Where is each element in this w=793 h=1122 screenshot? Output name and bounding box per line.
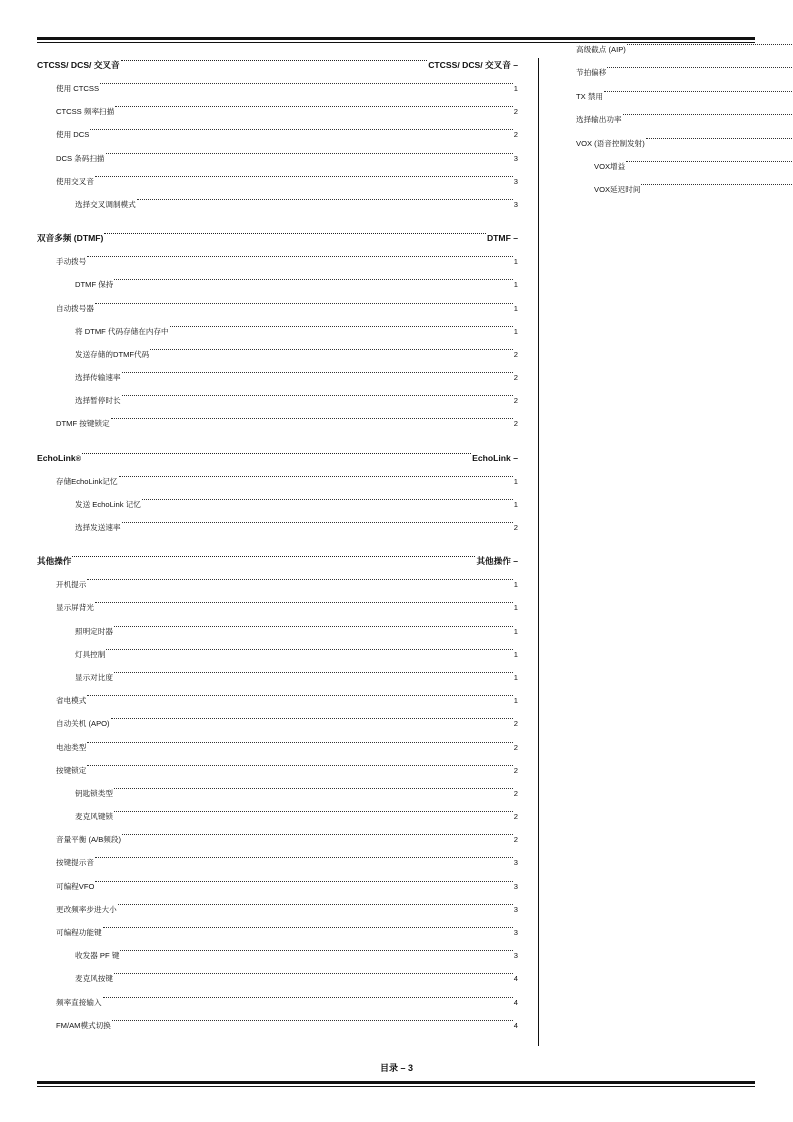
toc-entry-page: 2 [513, 107, 518, 117]
dot-leader [103, 927, 513, 928]
section-title-tail: CTCSS/ DCS/ 交叉音 – [428, 60, 518, 70]
toc-entry-label: 使用 CTCSS [56, 84, 100, 93]
page-footer: 目录 – 3 [379, 1063, 413, 1073]
dot-leader [119, 476, 513, 477]
toc-entry [37, 851, 518, 874]
bottom-rule-thin [37, 1086, 755, 1087]
toc-entry [37, 493, 518, 516]
toc-entry-label: 显示对比度 [75, 672, 113, 682]
dot-leader [103, 997, 513, 998]
dot-leader [122, 372, 513, 373]
dot-leader [114, 626, 513, 627]
dot-leader [627, 44, 792, 45]
toc-entry-label: 按键提示音 [56, 858, 94, 868]
toc-entry [37, 412, 518, 435]
toc-entry [37, 100, 518, 123]
dot-leader [95, 881, 512, 882]
dot-leader [111, 418, 513, 419]
toc-entry-page: 1 [513, 476, 518, 486]
toc-entry-label: 显示屏背光 [56, 603, 94, 613]
dot-leader [106, 649, 512, 650]
dot-leader [114, 973, 513, 974]
bottom-rule-thick [37, 1081, 755, 1084]
dot-leader [114, 811, 513, 812]
toc-entry-label: 麦克风键锁 [75, 812, 113, 822]
dot-leader [95, 303, 513, 304]
toc-entry-page: 1 [513, 672, 518, 682]
toc-entry-label: VOX延迟时间 [594, 185, 641, 195]
toc-entry-page: 3 [513, 881, 518, 891]
dot-leader [121, 60, 428, 61]
toc-entry-page: 3 [513, 199, 518, 209]
toc-entry-page: 3 [513, 928, 518, 937]
toc-entry [37, 170, 518, 193]
toc-entry [37, 297, 518, 320]
dot-leader [607, 67, 792, 68]
toc-entry-label: 选择输出功率 [576, 115, 622, 125]
toc-entry [37, 991, 518, 1014]
toc-entry-page: 2 [513, 130, 518, 140]
toc-entry-page: 4 [513, 1020, 518, 1030]
dot-leader [646, 138, 792, 139]
toc-entry [37, 712, 518, 735]
dot-leader [87, 742, 512, 743]
toc-entry-label: 钥匙锁类型 [75, 788, 113, 798]
dot-leader [170, 326, 513, 327]
toc-entry [37, 1014, 518, 1037]
toc-entry [576, 132, 793, 155]
toc-entry [37, 828, 518, 851]
dot-leader [122, 395, 513, 396]
section-title-tail: DTMF – [486, 233, 518, 244]
toc-entry [37, 898, 518, 921]
dot-leader [626, 161, 792, 162]
toc-entry-page: 4 [513, 974, 518, 984]
toc-entry-page: 1 [513, 626, 518, 636]
toc-entry-page: 1 [513, 84, 518, 93]
toc-entry-page: 1 [513, 603, 518, 613]
toc-left-column [37, 54, 518, 1037]
toc-entry-page: 2 [513, 812, 518, 822]
toc-entry [37, 596, 518, 619]
toc-entry [37, 944, 518, 967]
toc-entry-label: CTCSS 频率扫描 [56, 107, 115, 117]
dot-leader [150, 349, 513, 350]
toc-section-title [37, 227, 518, 250]
dot-leader [111, 718, 513, 719]
dot-leader [120, 950, 512, 951]
dot-leader [623, 114, 792, 115]
dot-leader [118, 904, 513, 905]
toc-entry-label: 选择暂停时长 [75, 396, 121, 406]
toc-entry [37, 147, 518, 170]
toc-entry-page: 1 [513, 303, 518, 313]
toc-entry-label: 灯具控制 [75, 649, 106, 659]
toc-entry-label: 开机提示 [56, 580, 87, 590]
dot-leader [87, 256, 512, 257]
toc-entry [37, 193, 518, 216]
dot-leader [114, 788, 513, 789]
dot-leader [95, 857, 513, 858]
toc-entry-label: 可编程功能键 [56, 928, 102, 937]
toc-entry [576, 108, 793, 131]
toc-entry-label: 收发器 PF 键 [75, 951, 120, 961]
toc-entry [37, 921, 518, 944]
dot-leader [106, 153, 513, 154]
toc-entry-page: 1 [513, 649, 518, 659]
toc-entry-page: 2 [513, 788, 518, 798]
column-divider [538, 58, 539, 1046]
toc-entry-label: 节拍偏移 [576, 68, 607, 78]
dot-leader [104, 233, 486, 234]
toc-entry [37, 366, 518, 389]
toc-entry-page: 1 [513, 257, 518, 267]
toc-entry-label: 自动关机 (APO) [56, 719, 110, 729]
toc-entry-page: 3 [513, 951, 518, 961]
dot-leader [95, 176, 513, 177]
dot-leader [87, 695, 512, 696]
toc-entry [37, 389, 518, 412]
toc-entry-label: 按键锁定 [56, 765, 87, 775]
toc-entry-page: 3 [513, 176, 518, 186]
section-title-label: EchoLink [37, 452, 76, 463]
dot-leader [122, 522, 513, 523]
toc-entry [37, 736, 518, 759]
section-gap [37, 539, 518, 550]
dot-leader [114, 279, 512, 280]
toc-entry [37, 805, 518, 828]
toc-entry-label: DTMF 按键锁定 [56, 419, 110, 429]
toc-entry-label: 选择传输速率 [75, 373, 121, 383]
section-gap [37, 216, 518, 227]
toc-entry-label: 照明定时器 [75, 626, 113, 636]
toc-section-title [37, 550, 518, 573]
toc-entry-label: 存储EchoLink记忆 [56, 476, 118, 486]
toc-entry-label: 省电模式 [56, 696, 87, 706]
toc-entry-page: 4 [513, 997, 518, 1007]
dot-leader [90, 129, 512, 130]
toc-entry [37, 967, 518, 990]
dot-leader [82, 453, 471, 454]
toc-entry [37, 343, 518, 366]
toc-entry-label: 音量平衡 (A/B频段) [56, 835, 121, 845]
dot-leader [137, 199, 513, 200]
toc-entry-page: 2 [513, 373, 518, 383]
toc-entry-page: 3 [513, 858, 518, 868]
toc-entry-label: 手动拨号 [56, 257, 87, 267]
toc-entry [37, 689, 518, 712]
dot-leader [641, 184, 792, 185]
section-title-label: 其他操作 [37, 556, 72, 567]
section-title-sup: ® [75, 454, 81, 463]
toc-entry-label: 发送存储的DTMF代码 [75, 349, 150, 359]
toc-entry-page: 1 [513, 499, 518, 509]
toc-entry-page: 2 [513, 349, 518, 359]
toc-entry-page: 1 [513, 326, 518, 336]
toc-entry-label: TX 禁用 [576, 91, 604, 101]
toc-entry-label: VOX (语音控制发射) [576, 138, 645, 148]
toc-entry [37, 123, 518, 146]
toc-entry-label: 可编程VFO [56, 881, 95, 891]
section-title-tail: 其他操作 – [476, 556, 518, 567]
toc-entry-label: FM/AM模式切换 [56, 1020, 111, 1030]
toc-entry-label: 电池类型 [56, 742, 87, 752]
toc-section-title [37, 447, 518, 470]
toc-entry-page: 1 [513, 580, 518, 590]
toc-entry [576, 61, 793, 84]
toc-entry [576, 155, 793, 178]
toc-entry [37, 516, 518, 539]
dot-leader [112, 1020, 513, 1021]
toc-entry-label: 发送 EchoLink 记忆 [75, 499, 141, 509]
toc-entry-label: 选择发送速率 [75, 523, 121, 532]
toc-entry [37, 759, 518, 782]
toc-entry [37, 470, 518, 493]
toc-entry [37, 273, 518, 296]
toc-entry [37, 77, 518, 100]
section-title-label: CTCSS/ DCS/ 交叉音 [37, 60, 120, 70]
toc-entry [576, 38, 793, 61]
toc-entry-label: 自动拨号器 [56, 303, 94, 313]
toc-entry [37, 250, 518, 273]
section-title-tail: EchoLink – [472, 452, 518, 463]
toc-entry-page: 2 [513, 523, 518, 532]
section-title-label: 双音多频 (DTMF) [37, 233, 104, 244]
toc-entry-page: 3 [513, 153, 518, 163]
toc-entry [37, 620, 518, 643]
dot-leader [100, 83, 513, 84]
toc-entry-label: 将 DTMF 代码存储在内存中 [75, 326, 169, 336]
toc-entry-label: VOX增益 [594, 161, 626, 171]
toc-entry-page: 2 [513, 719, 518, 729]
section-gap [37, 436, 518, 447]
toc-entry-label: DTMF 保持 [75, 280, 114, 290]
toc-entry-page: 2 [513, 835, 518, 845]
toc-entry-page: 1 [513, 280, 518, 290]
toc-entry [37, 573, 518, 596]
dot-leader [87, 765, 512, 766]
toc-entry-page: 3 [513, 904, 518, 914]
toc-entry [576, 178, 793, 201]
toc-entry-label: 使用交叉音 [56, 176, 94, 186]
toc-entry [576, 85, 793, 108]
dot-leader [95, 602, 513, 603]
toc-entry [37, 320, 518, 343]
toc-entry-page: 2 [513, 742, 518, 752]
toc-section-title [37, 54, 518, 77]
dot-leader [114, 672, 513, 673]
toc-entry-label: 高级截点 (AIP) [576, 45, 626, 54]
toc-entry [37, 666, 518, 689]
toc-entry-label: 选择交叉调制模式 [75, 199, 136, 209]
toc-entry-page: 2 [513, 765, 518, 775]
dot-leader [115, 106, 513, 107]
toc-entry-page: 2 [513, 419, 518, 429]
dot-leader [72, 556, 475, 557]
dot-leader [122, 834, 513, 835]
toc-entry-label: 频率直接输入 [56, 997, 102, 1007]
toc-entry-page: 1 [513, 696, 518, 706]
dot-leader [87, 579, 512, 580]
toc-entry-page: 2 [513, 396, 518, 406]
dot-leader [604, 91, 792, 92]
toc-entry-label: 更改频率步进大小 [56, 904, 117, 914]
toc-entry-label: DCS 条码扫描 [56, 153, 105, 163]
dot-leader [142, 499, 513, 500]
toc-entry-label: 使用 DCS [56, 130, 90, 140]
toc-right-column [576, 38, 793, 202]
toc-entry [37, 875, 518, 898]
toc-entry [37, 782, 518, 805]
toc-entry [37, 643, 518, 666]
toc-entry-label: 麦克风按键 [75, 974, 113, 984]
